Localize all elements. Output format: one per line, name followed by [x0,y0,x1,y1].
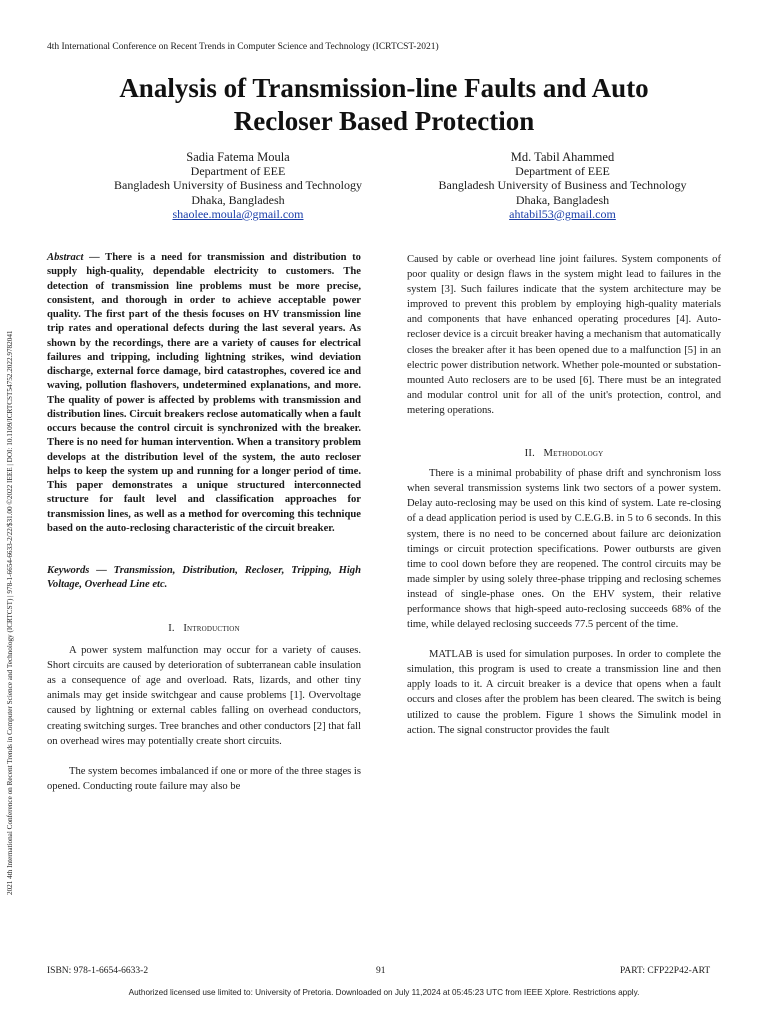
section-title: Introduction [183,623,240,634]
methodology-paragraph-2: MATLAB is used for simulation purposes. In order to complete the simulation, this program is used to create a transmission line and then apply loads to it. A circuit breaker is a device that opens when a fault occurs and closes after the problem has been cleared. The switch is being utilized to cause the problem. Figure 1 shows the Simulink model in action. The signal constructor provides the fault [407,649,721,736]
title-line-1: Analysis of Transmission-line Faults and Auto [119,73,649,103]
author-block-1 [70,150,406,221]
author-university: Bangladesh University of Business and Technology [438,178,687,193]
footer-license-notice: Authorized licensed use limited to: University of Pretoria. Downloaded on July 11,2024 at 05:45:23 UTC from IEEE Xplore. Restrictions apply. [128,988,640,997]
intro-paragraph-continued: Caused by cable or overhead line joint failures. System components of poor quality or design flaws in the system might lead to failures in the system [3]. Such failures indicate that the system architecture may be improved to prevent this problem by employing high-quality materials and components that have enhanced operating procedures [4]. Auto-recloser device is a circuit breaker having a mechanism that automatically closes the breaker after it has been opened due to a malfunction [5] in an electric power distribution network. Whether pole-mounted or substation-mounted Auto reclosers are to be used [6]. There must be an integrated and modular control unit for all of the unit's protection, control, and metering operations. [407,254,721,416]
title-line-2: Recloser Based Protection [233,106,535,136]
author-block-2 [400,150,725,221]
section-heading-introduction [47,621,361,636]
intro-paragraph-1: A power system malfunction may occur for a variety of causes. Short circuits are caused by deterioration of subterranean cable insulation as a consequence of age and overload. Rats, lizards, and other tiny animals may get inside switchgear and cause problems [1]. Overvoltage caused by lightning or external cables falling on overhead conductors, creating switching surges. Tree branches and other conductors [2] that fall on overhead wires may potentially create short circuits. [47,645,361,747]
paper-title [40,72,728,138]
conference-header: 4th International Conference on Recent Trends in Computer Science and Technology (ICRTCST-2021) [47,42,439,52]
intro-paragraph-2: The system becomes imbalanced if one or more of the three stages is opened. Conducting route failure may also be [47,765,361,792]
author-name: Sadia Fatema Moula [186,150,290,164]
author-name: Md. Tabil Ahammed [510,150,615,164]
keywords: Keywords — Transmission, Distribution, Recloser, Tripping, High Voltage, Overhead Line etc. [47,565,361,590]
footer-part-number: PART: CFP22P42-ART [620,966,711,976]
side-doi-text: 2021 4th International Conference on Recent Trends in Computer Science and Technology (ICRTCST) | 978-1-6654-6633-2/22/$31.00 ©2022 IEEE | DOI: 10.1109/ICRTCST54752.2022.9782041 [6,330,14,895]
footer-isbn: ISBN: 978-1-6654-6633-2 [47,966,149,976]
section-number: I. [168,623,175,634]
methodology-paragraph-1: There is a minimal probability of phase drift and synchronism loss when several transmission systems link two sectors of a power system. Delay auto-reclosing may be used on this kind of system. Late re-closing of a dead application period is used by C.E.G.B. in 5 to 6 seconds. In this system, there is no need to be concerned about failure arc deionization timings or circuit protection specifications. Power outbursts are given time to cool down before they are reopened. The control circuits may be made simpler by using solely three-phase tripping and reclosing schemes instead of single-phase ones. On the EHV system, their relative performance shows that high-speed auto-reclosing succeeds 68% of the time, while delayed reclosing succeeds 77.5 percent of the time. [407,468,721,631]
section-number: II. [524,448,535,460]
abstract [47,251,361,536]
author-university: Bangladesh University of Business and Technology [114,178,362,193]
author-email-link[interactable]: shaolee.moula@gmail.com [172,206,304,221]
left-column [47,251,361,794]
footer-page-number: 91 [376,966,386,976]
author-email-link[interactable]: ahtabil53@gmail.com [509,206,616,221]
abstract-lead: Abstract — [47,252,100,263]
section-title: Methodology [543,448,604,460]
author-location: Dhaka, Bangladesh [191,192,285,207]
right-column [407,252,721,738]
author-department: Department of EEE [190,164,286,179]
author-location: Dhaka, Bangladesh [515,192,610,207]
abstract-text: There is a need for transmission and distribution to supply high-quality, dependable electricity to customers. The detection of transmission line problems must be more precise, consistent, and thorough in order to achieve acceptable power quality. The first part of the thesis focuses on HV transmission line trip rates and operational defects during the last several years. As shown by the recordings, there are a variety of causes for electrical failures and tripping, including lightning strikes, wind deviation discharge, external force damage, bird catastrophes, covered ice and waving, pollution flashovers, undetermined explanations, and more. The quality of power is affected by problems with transmission and distribution lines. Circuit breakers reclose automatically when a fault occurs because the control circuit is synchronized with the breaker. There is no need for human intervention. When a transitory problem develops at the distribution level of the system, the auto recloser helps to keep the system up and running for a longer period of time. This paper demonstrates a unique structured interconnected structure for fault level and classification approaches for transmission lines, as well as a method for overcoming this technique based on the auto-reclosing characteristic of the circuit breaker. [47,252,361,534]
author-department: Department of EEE [515,164,610,179]
section-heading-methodology [407,446,721,461]
